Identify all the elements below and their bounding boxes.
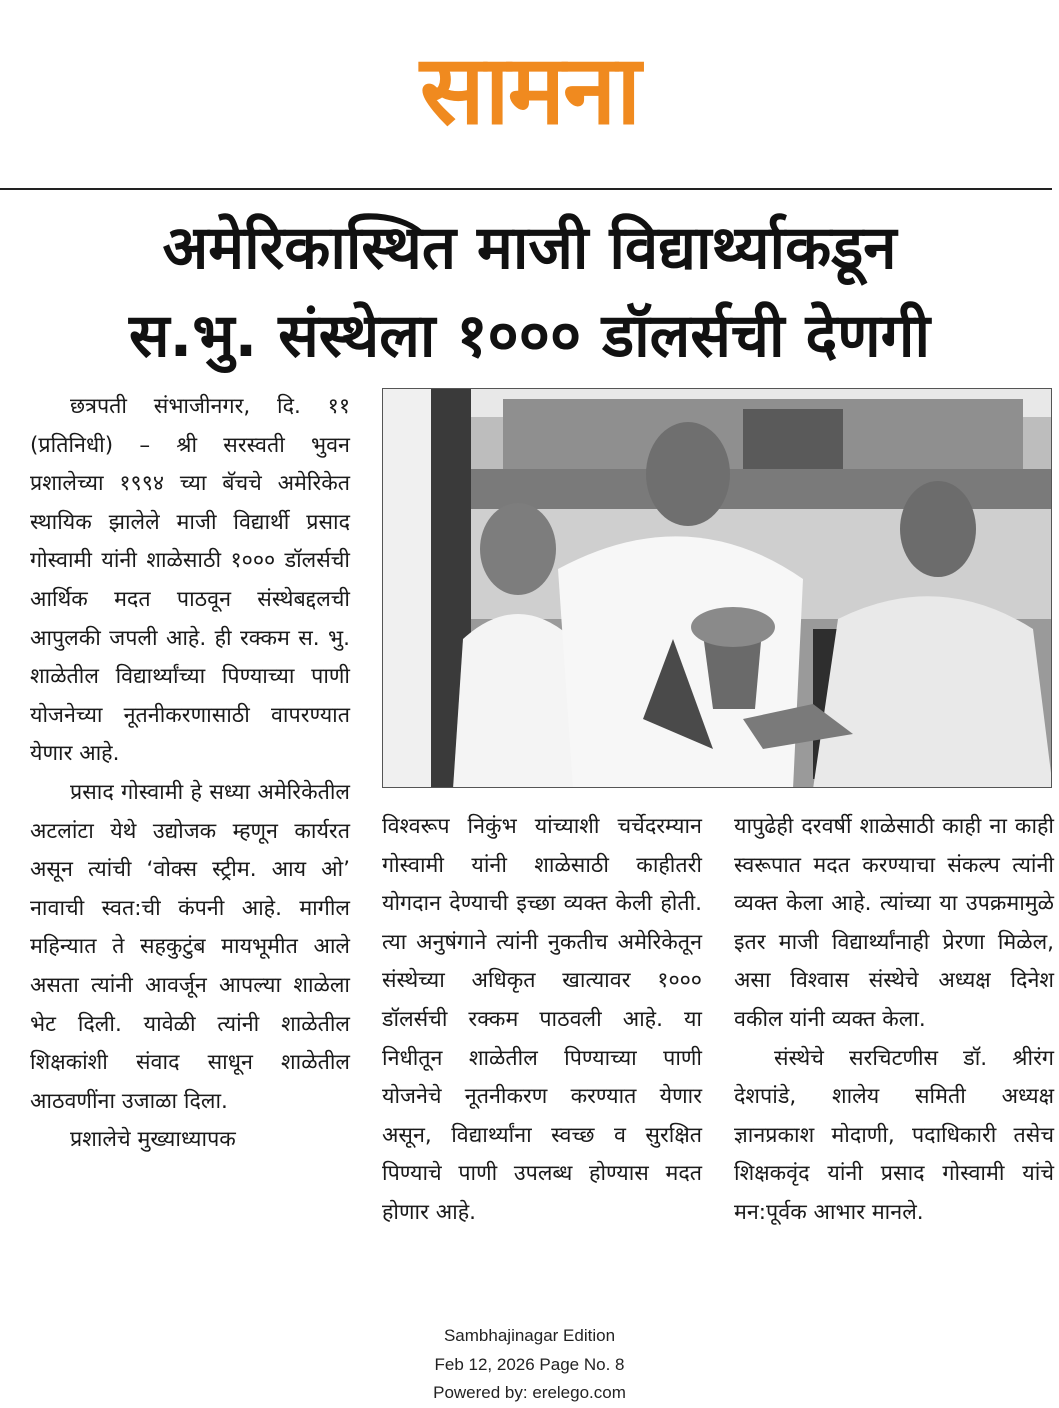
article-paragraph: यापुढेही दरवर्षी शाळेसाठी काही ना काही स्वरूपात मदत करण्याचा संकल्प त्यांनी व्यक्त केला आहे. त्यांच्या या उपक्रमामुळे इतर माजी विद्यार्थ्यांनाही प्रेरणा मिळेल, असा विश्वास संस्थेचे अध्यक्ष दिनेश वकील यांनी व्यक्त केला. [734,814,1054,1032]
article-paragraph: छत्रपती संभाजीनगर, दि. ११ (प्रतिनिधी) – श्री सरस्वती भुवन प्रशालेच्या १९९४ च्या बॅचचे अमेरिकेत स्थायिक झालेले माजी विद्यार्थी प्रसाद गोस्वामी यांनी शाळेसाठी १००० डॉलर्सची आर्थिक मदत पाठवून संस्थेबद्दलची आपुलकी जपली आहे. ही रक्कम स. भु. शाळेतील विद्यार्थ्यांच्या पिण्याच्या पाणी योजनेच्या नूतनीकरणासाठी वापरण्यात येणार आहे. [30,394,350,767]
powered-by-label: Powered by: erelego.com [433,1383,626,1402]
article-paragraph: प्रसाद गोस्वामी हे सध्या अमेरिकेतील अटलांटा येथे उद्योजक म्हणून कार्यरत असून त्यांची ‘वोक्स स्ट्रीम. आय ओ’ नावाची स्वत:ची कंपनी आहे. मागील महिन्यात ते सहकुटुंब मायभूमीत आले असता त्यांनी आवर्जून आपल्या शाळेला भेट दिली. यावेळी त्यांनी शाळेतील शिक्षकांशी संवाद साधून शाळेतील आठवणींना उजाळा दिला. [30,779,350,1114]
masthead [0,30,1059,160]
masthead-divider [0,188,1052,190]
edition-label: Sambhajinagar Edition [443,1326,616,1345]
headline [0,206,1059,378]
headline-line-1: अमेरिकास्थित माजी विद्यार्थ्याकडून [162,213,897,283]
newspaper-logo: सामना [419,34,640,146]
article-paragraph: प्रशालेचे मुख्याध्यापक [70,1127,236,1153]
news-photo [382,388,1052,788]
article-paragraph: संस्थेचे सरचिटणीस डॉ. श्रीरंग देशपांडे, शालेय समिती अध्यक्ष ज्ञानप्रकाश मोदाणी, पदाधिकारी तसेच शिक्षकवृंद यांनी प्रसाद गोस्वामी यांचे मन:पूर्वक आभार मानले. [734,1045,1054,1225]
article-paragraph: विश्वरूप निकुंभ यांच्याशी चर्चेदरम्यान गोस्वामी यांनी शाळेसाठी काहीतरी योगदान देण्याची इच्छा व्यक्त केली होती. त्या अनुषंगाने त्यांनी नुकतीच अमेरिकेतून संस्थेच्या अधिकृत खात्यावर १००० डॉलर्सची रक्कम पाठवली आहे. या निधीतून शाळेतील पिण्याच्या पाणी योजनेचे नूतनीकरण करण्यात येणार असून, विद्यार्थ्यांना स्वच्छ व सुरक्षित पिण्याचे पाणी उपलब्ध होण्यास मदत होणार आहे. [382,814,702,1225]
article-column-left [30,388,350,1160]
headline-line-2: स.भु. संस्थेला १००० डॉलर्सची देणगी [128,301,931,371]
date-page-label: Feb 12, 2026 Page No. 8 [434,1354,625,1374]
article-column-middle [382,808,702,1233]
article-column-right [734,808,1054,1233]
page-footer [0,1322,1059,1408]
